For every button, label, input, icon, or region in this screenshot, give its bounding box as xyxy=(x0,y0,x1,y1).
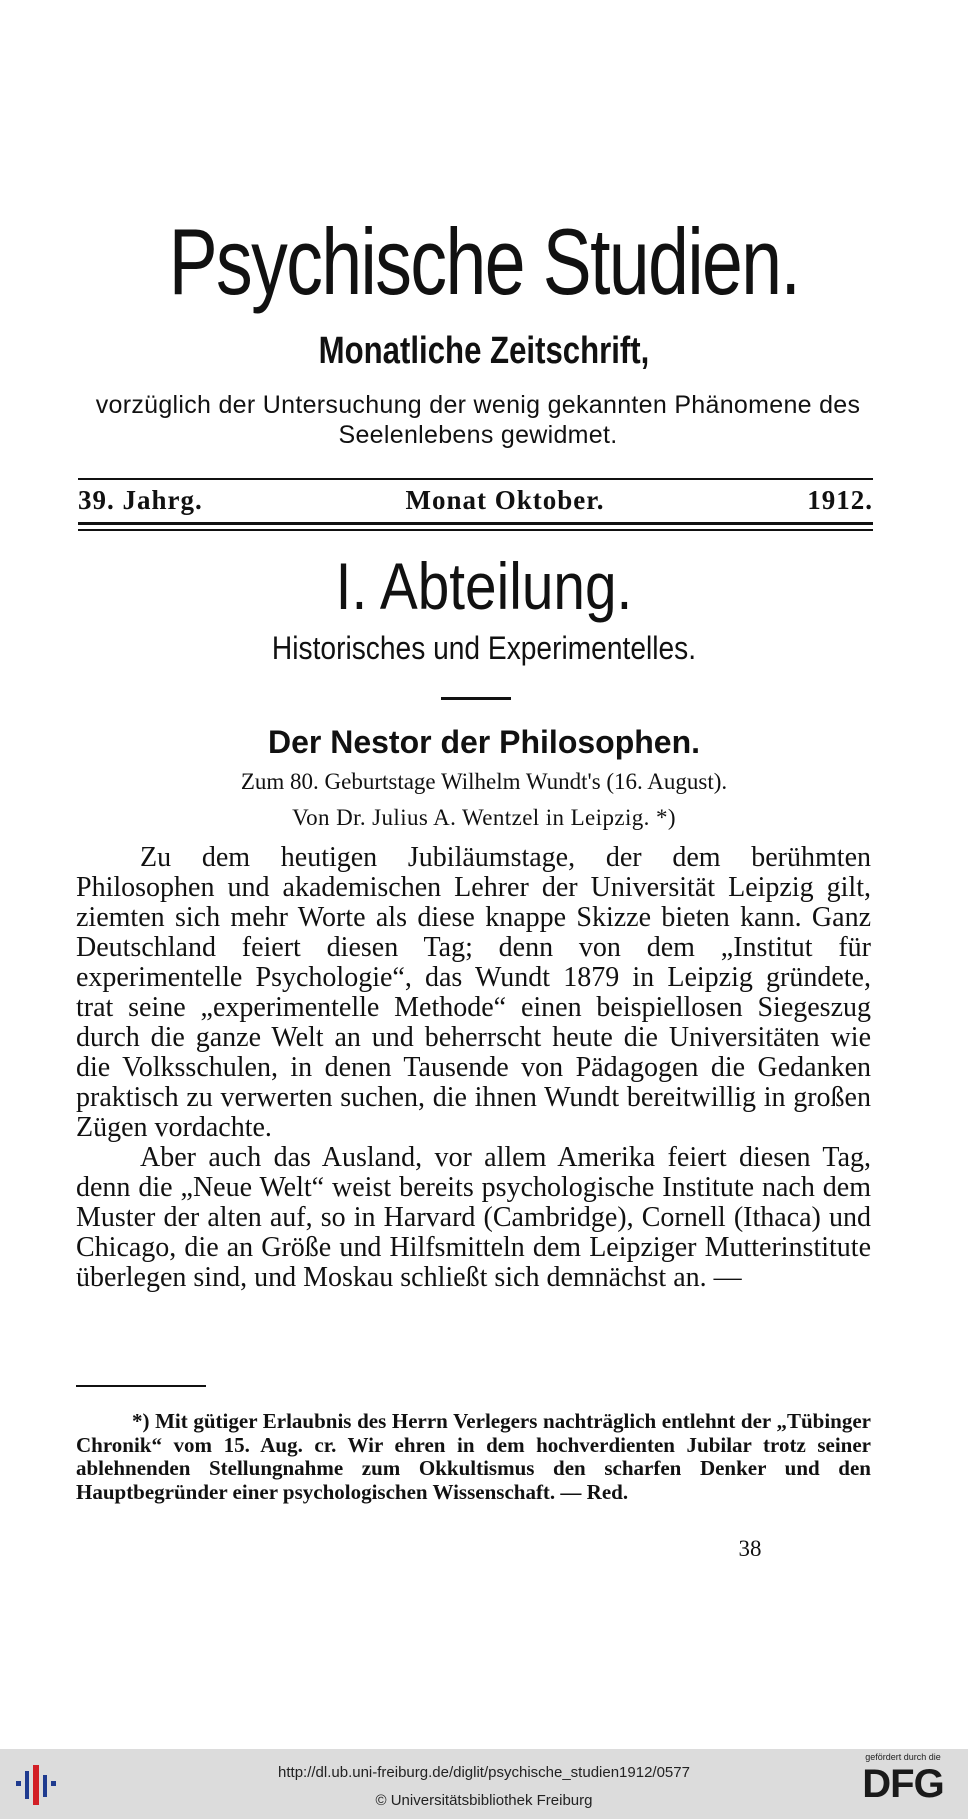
dfg-logo: DFG xyxy=(862,1762,944,1806)
journal-tagline: vorzüglich der Untersuchung der wenig gekannten Phänomene des Seelenlebens gewidmet. xyxy=(95,391,861,449)
section-subtitle: Historisches und Experimentelles. xyxy=(271,630,697,666)
journal-title: Psychische Studien. xyxy=(168,209,800,314)
article-title: Der Nestor der Philosophen. xyxy=(267,724,701,760)
paragraph: Zu dem heutigen Jubiläumstage, der dem berühmten Philosophen und akademischen Lehrer der Universität Leipzig gilt, ziemten sich mehr Worte als diese knappe Skizze bieten kann. Ganz Deutschland feiert diesen Tag; denn von dem „Institut für experimentelle Psychologie“, das Wundt 1879 in Leipzig gründete, trat seine „experimentelle Methode“ einen beispiellosen Siegeszug durch die ganze Welt an und beherrscht heute die Universitäten wie die Volksschulen, in denen Tausende von Pädagogen die Gedanken praktisch zu verwerten suchen, die ihnen Wundt bereitwillig in großen Zügen vordachte. xyxy=(76,842,871,1143)
journal-subtitle: Monatliche Zeitschrift, xyxy=(318,330,650,372)
page-number: 38 xyxy=(738,1536,762,1561)
double-rule-upper xyxy=(78,522,873,525)
issue-month: Monat Oktober. xyxy=(405,485,605,515)
top-rule xyxy=(78,478,873,480)
dfg-logo-block[interactable] xyxy=(848,1752,958,1816)
permalink-url[interactable]: http://dl.ub.uni-freiburg.de/diglit/psychische_studien1912/0577 xyxy=(278,1764,690,1781)
footnote-divider xyxy=(76,1385,206,1387)
issue-volume: 39. Jahrg. xyxy=(78,485,203,515)
article-dedication: Zum 80. Geburtstage Wilhelm Wundt's (16. August). xyxy=(240,769,728,794)
paragraph: Aber auch das Ausland, vor allem Amerika feiert diesen Tag, denn die „Neue Welt“ weist bereits psychologische Institute nach dem Muster der alten auf, so in Harvard (Cambridge), Cornell (Ithaca) und Chicago, die an Größe und Hilfsmitteln dem Leipziger Mutterinstitute überlegen sind, und Moskau schließt sich demnächst an. — xyxy=(76,1142,871,1293)
dfg-caption: gefördert durch die xyxy=(865,1752,941,1762)
issue-year: 1912. xyxy=(807,485,873,515)
copyright-notice: © Universitätsbibliothek Freiburg xyxy=(375,1792,593,1809)
viewer-footer xyxy=(0,1749,968,1819)
issue-bar xyxy=(78,485,873,515)
article-author: Von Dr. Julius A. Wentzel in Leipzig. *) xyxy=(292,805,676,830)
section-title: I. Abteilung. xyxy=(335,549,633,623)
article-body xyxy=(76,843,871,1293)
footnote: *) Mit gütiger Erlaubnis des Herrn Verlegers nachträglich entlehnt der „Tübinger Chronik“ vom 15. Aug. cr. Wir ehren in dem hochverdienten Jubilar trotz seiner ablehnenden Stellungnahme zum Okkultismus den scharfen Denker und den Hauptbegründer einer psychologischen Wissenschaft. — Red. xyxy=(76,1409,871,1504)
double-rule-lower xyxy=(78,529,873,531)
section-divider xyxy=(441,697,511,700)
